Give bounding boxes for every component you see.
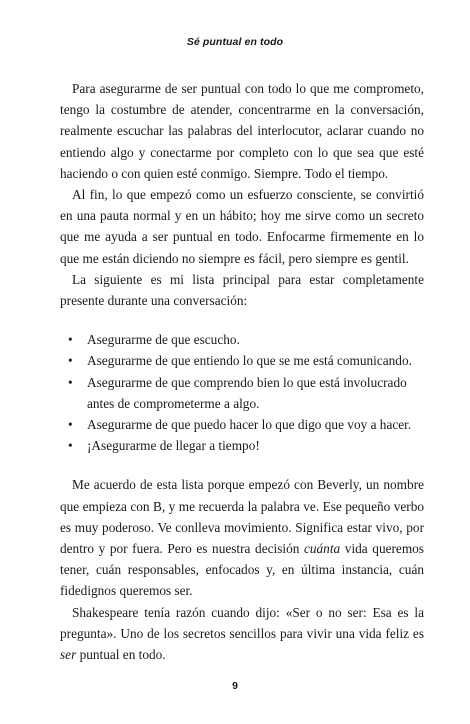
paragraph-5-emphasis: ser (60, 647, 77, 663)
bullet-icon: • (68, 332, 73, 348)
bullet-icon: • (68, 353, 73, 369)
presence-checklist (60, 329, 424, 456)
bullet-icon: • (68, 374, 73, 390)
paragraph-5 (60, 602, 424, 666)
list-item (60, 435, 424, 456)
list-item-text: Asegurarme de que comprendo bien lo que está involucrado antes de comprometerme a algo. (87, 374, 407, 411)
list-item (60, 350, 424, 371)
paragraph-3: La siguiente es mi lista principal para estar completamente presente durante una conversación: (60, 271, 424, 309)
page-number: 9 (232, 680, 238, 692)
paragraph-4-emphasis: cuánta (303, 541, 341, 557)
list-item (60, 372, 424, 414)
list-item-text: Asegurarme de que escucho. (87, 332, 240, 348)
list-item-text: ¡Asegurarme de llegar a tiempo! (87, 438, 260, 454)
paragraph-4-text-end: vida queremos tener, cuán responsables, enfocados y, en última instancia, cuán fidedignos queremos ser. (60, 541, 424, 599)
list-item (60, 329, 424, 350)
list-item (60, 414, 424, 435)
paragraph-4 (60, 474, 424, 601)
body-text (60, 78, 424, 665)
paragraph-5-text-end: puntual en todo. (76, 647, 166, 663)
paragraph-2: Al fin, lo que empezó como un esfuerzo consciente, se convirtió en una pauta normal y en un hábito; hoy me sirve como un secreto que me ayuda a ser puntual en todo. Enfocarme firmemente en lo que me están diciendo no siempre es fácil, pero siempre es gentil. (60, 187, 424, 266)
paragraph-1: Para asegurarme de ser puntual con todo lo que me comprometo, tengo la costumbre de atender, concentrarme en la conversación, realmente escuchar las palabras del interlocutor, aclarar cuando no entiendo algo y conectarme por completo con lo que sea que esté haciendo o con quien esté conmigo. Siempre. Todo el tiempo. (60, 81, 424, 181)
bullet-icon: • (68, 417, 73, 433)
bullet-icon: • (68, 438, 73, 454)
paragraph-5-text-start: Shakespeare tenía razón cuando dijo: «Ser o no ser: Esa es la pregunta». Uno de los secretos sencillos para vivir una vida feliz es (60, 604, 424, 641)
running-header-title: Sé puntual en todo (186, 36, 284, 48)
list-item-text: Asegurarme de que puedo hacer lo que digo que voy a hacer. (87, 417, 412, 433)
paragraph-4-text-start: Me acuerdo de esta lista porque empezó con Beverly, un nombre que empieza con B, y me recuerda la palabra ve. Ese pequeño verbo es muy poderoso. Ve conlleva movimiento. Significa estar vivo, por dentro y por fuera. Pero es nuestra decisión (60, 477, 424, 557)
list-item-text: Asegurarme de que entiendo lo que se me está comunicando. (87, 353, 412, 369)
